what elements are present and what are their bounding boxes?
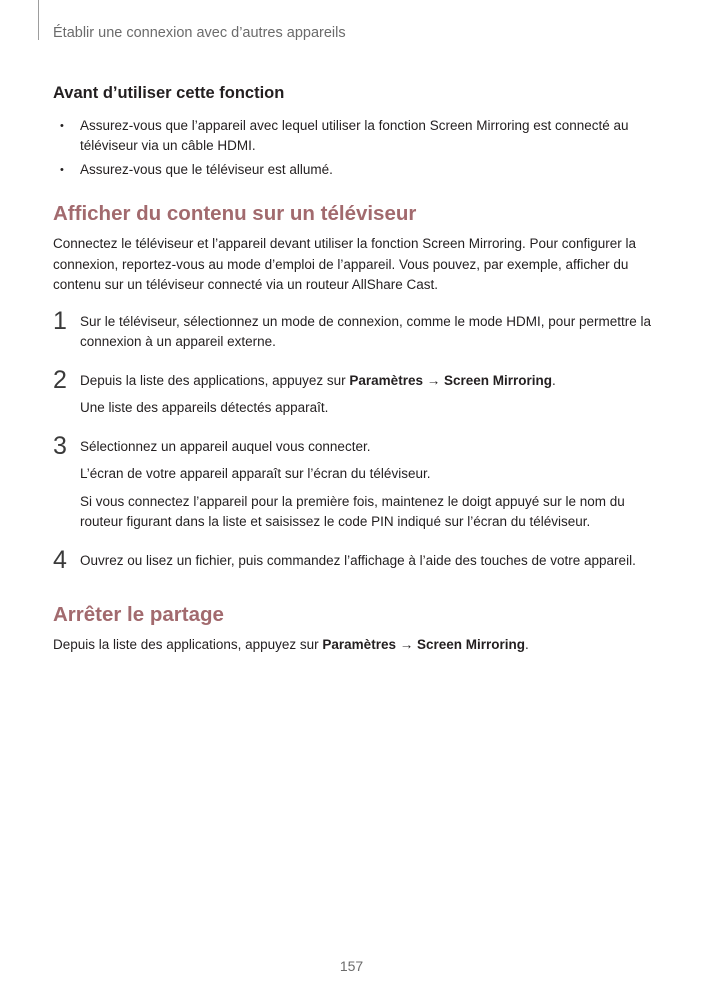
step-note: Si vous connectez l’appareil pour la première fois, maintenez le doigt appuyé sur le nom du routeur figurant dans la liste et saisissez le code PIN indiqué sur l’écran du téléviseur. (80, 493, 625, 529)
step-note: Une liste des appareils détectés apparaît. (80, 400, 329, 415)
page-header-title: Établir une connexion avec d’autres appareils (53, 25, 346, 41)
page-content (53, 80, 653, 656)
stop-text-start: Depuis la liste des applications, appuyez sur (53, 637, 323, 652)
before-use-heading: Avant d’utiliser cette fonction (53, 84, 285, 102)
display-section-title: Afficher du contenu sur un téléviseur (53, 202, 417, 225)
stop-section-title: Arrêter le partage (53, 603, 224, 626)
list-item (53, 116, 653, 156)
header-rule (38, 0, 39, 40)
step-1 (53, 306, 653, 353)
step-text-start: Depuis la liste des applications, appuyez sur (80, 372, 350, 388)
page-number: 157 (339, 958, 364, 974)
step-text (80, 371, 653, 392)
stop-text-end: . (525, 637, 529, 652)
step-text: Sélectionnez un appareil auquel vous connecter. (80, 438, 371, 454)
settings-path: Paramètres → Screen Mirroring (349, 372, 552, 388)
display-section-intro: Connectez le téléviseur et l’appareil devant utiliser la fonction Screen Mirroring. Pour configurer la connexion, reportez-vous au mode d’emploi de l’appareil. Vous pouvez, par exemple, afficher du contenu sur un téléviseur connecté via un routeur AllShare Cast. (53, 236, 637, 292)
step-3 (53, 431, 653, 533)
bullet-icon: • (60, 120, 64, 132)
bullet-text: Assurez-vous que le téléviseur est allumé. (80, 162, 333, 177)
step-2 (53, 365, 653, 419)
step-number: 3 (53, 431, 67, 460)
step-4 (53, 545, 653, 574)
settings-path: Paramètres → Screen Mirroring (322, 637, 525, 652)
step-text: Sur le téléviseur, sélectionnez un mode de connexion, comme le mode HDMI, pour permettre la connexion à un appareil externe. (80, 313, 652, 349)
step-number: 2 (53, 365, 67, 394)
bullet-icon: • (60, 164, 64, 176)
stop-section-text (53, 635, 653, 656)
step-text-end: . (552, 372, 556, 388)
bullet-text: Assurez-vous que l’appareil avec lequel utiliser la fonction Screen Mirroring est connecté au téléviseur via un câble HDMI. (80, 118, 629, 153)
list-item (53, 160, 653, 180)
step-text: Ouvrez ou lisez un fichier, puis commandez l’affichage à l’aide des touches de votre appareil. (80, 552, 636, 568)
step-number: 1 (53, 306, 67, 335)
step-number: 4 (53, 545, 67, 574)
steps-list (53, 306, 653, 574)
before-use-list (53, 116, 653, 180)
step-note: L’écran de votre appareil apparaît sur l’écran du téléviseur. (80, 466, 431, 481)
